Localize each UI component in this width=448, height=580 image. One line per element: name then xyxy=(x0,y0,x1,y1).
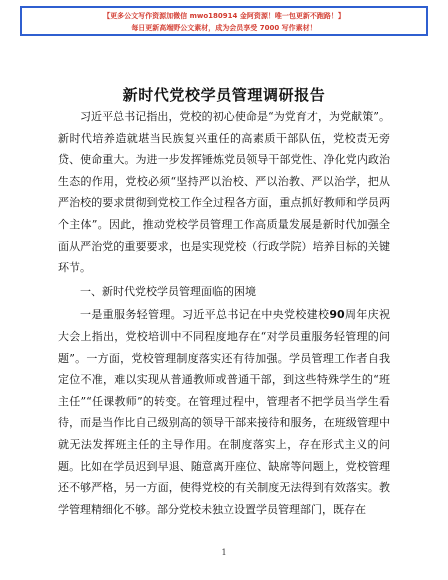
banner-line-2: 每日更新高端野公文素材，成为会员享受 7000 写作素材！ xyxy=(131,24,317,32)
page-number: 1 xyxy=(221,548,227,557)
anniversary-number: 90 xyxy=(329,308,345,322)
section-heading: 一、新时代党校学员管理面临的困境 xyxy=(80,284,256,298)
document-body xyxy=(58,106,390,520)
section-paragraph-text-rest: 周年庆祝大会上指出，党校培训中不同程度地存在“对学员重服务轻管理的问题”。一方面，党校管理制度落实还有待加强。学员管理工作者自我定位不准，难以实现从普通教师或普通干部，到这些特殊学生的“班主任”“任课教师”的转变。在管理过程中，管理者不把学员当学生看待，而是当作比自己级别高的领导干部来接待和服务，在班级管理中就无法发挥班主任的主导作用。在制度落实上，存在形式主义的问题。比如在学员迟到早退、随意离开座位、缺席等问题上，党校管理还不够严格，另一方面，使得党校的有关制度无法得到有效落实。教学管理精细化不够。部分党校未独立设置学员管理部门，既存在 xyxy=(58,308,391,516)
banner-line-1: 【更多公文写作资源加微信 mwo180914 金阿资源！唯一包更新不跑路！】 xyxy=(103,12,345,20)
promo-banner xyxy=(20,6,428,36)
document-title: 新时代党校学员管理调研报告 xyxy=(122,86,326,104)
section-paragraph-text-start: 一是重服务轻管理。习近平总书记在中央党校建校 xyxy=(80,308,330,322)
intro-paragraph: 习近平总书记指出，党校的初心使命是“为党育才，为党献策”。新时代培养造就堪当民族复兴重任的高素质干部队伍，党校责无旁贷、使命重大。为进一步发挥锤炼党员领导干部党性、净化党内政治生态的作用，党校必须“坚持严以治校、严以治教、严以治学，把从严治校的要求贯彻到党校工作全过程各方面，重点抓好教师和学员两个主体”。因此，推动党校学员管理工作高质量发展是新时代加强全面从严治党的重要要求，也是实现党校（行政学院）培养目标的关键环节。 xyxy=(58,110,390,275)
section-paragraph xyxy=(58,304,390,520)
